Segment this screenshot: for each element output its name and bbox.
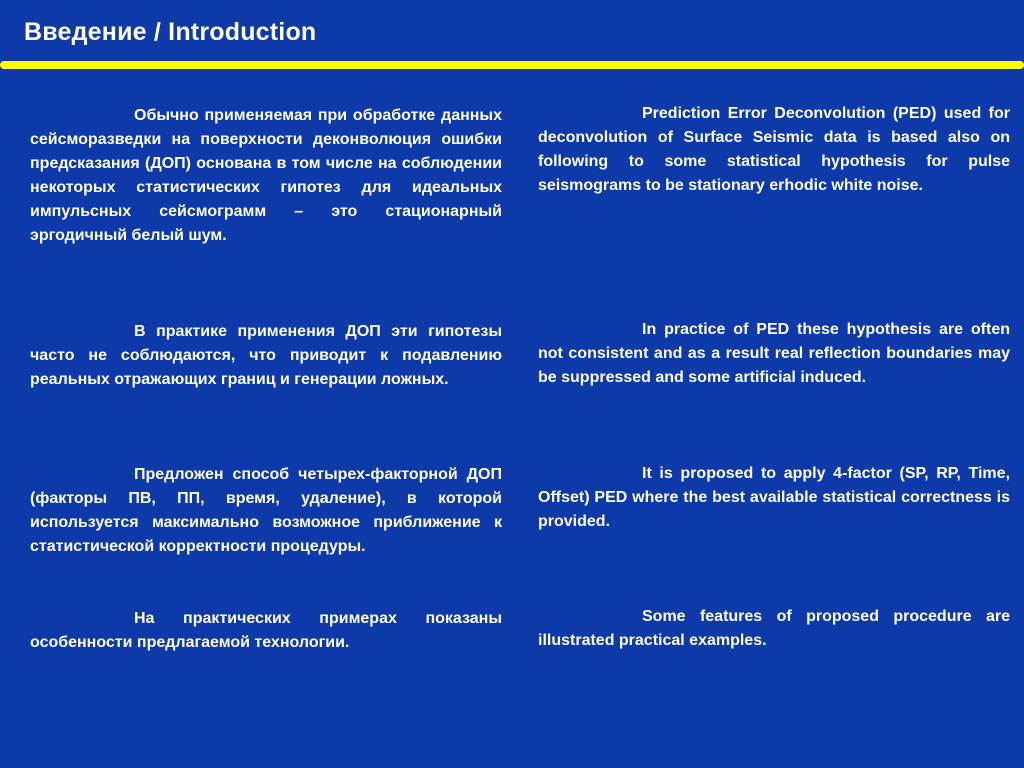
title-divider bbox=[0, 61, 1024, 69]
russian-paragraph-1: Обычно применяемая при обработке данных сейсморазведки на поверхности деконволюция ошибки предсказания (ДОП) основана в том числе на соблюдении некоторых статистических гипотез для идеальных импульсных сейсмограмм – это стационарный эргодичный белый шум. bbox=[30, 107, 502, 244]
english-paragraph-3: It is proposed to apply 4-factor (SP, RP, Time, Offset) PED where the best available statistical correctness is provided. bbox=[538, 465, 1010, 530]
english-paragraph-2: In practice of PED these hypothesis are often not consistent and as a result real reflection boundaries may be suppressed and some artificial induced. bbox=[538, 321, 1010, 386]
russian-paragraph-2: В практике применения ДОП эти гипотезы часто не соблюдаются, что приводит к подавлению реальных отражающих границ и генерации ложных. bbox=[30, 323, 502, 388]
english-paragraph-4: Some features of proposed procedure are illustrated practical examples. bbox=[538, 608, 1010, 649]
slide-title: Введение / Introduction bbox=[24, 18, 317, 46]
russian-paragraph-3: Предложен способ четырех-факторной ДОП (факторы ПВ, ПП, время, удаление), в которой используется максимально возможное приближение к статистической корректности процедуры. bbox=[30, 466, 502, 555]
russian-paragraph-4: На практических примерах показаны особенности предлагаемой технологии. bbox=[30, 610, 502, 651]
english-paragraph-1: Prediction Error Deconvolution (PED) used for deconvolution of Surface Seismic data is based also on following to some statistical hypothesis for pulse seismograms to be stationary erhodic white noise. bbox=[538, 105, 1010, 194]
